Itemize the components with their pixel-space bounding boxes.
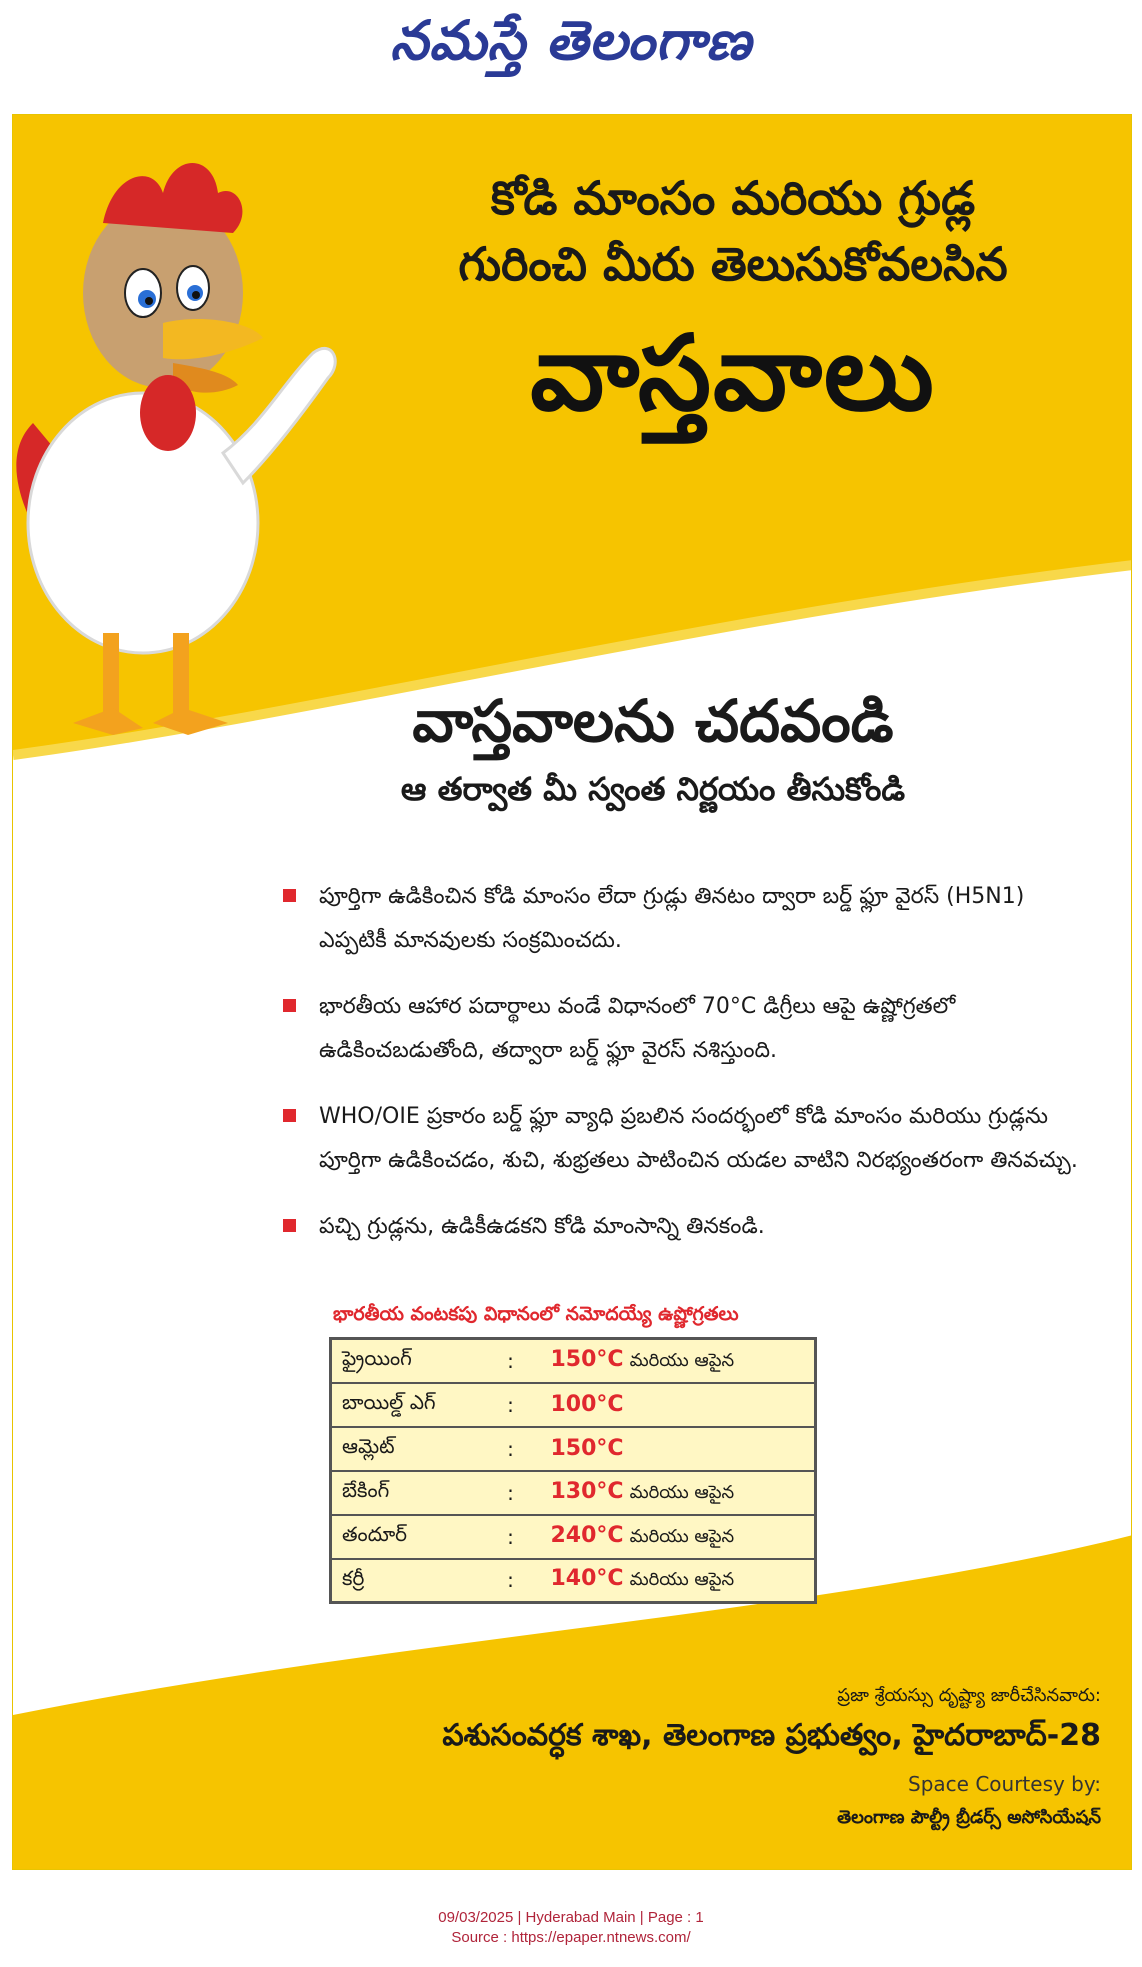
subhead-block: [173, 685, 1132, 811]
department-name: పశుసంవర్ధక శాఖ, తెలంగాణ ప్రభుత్వం, హైదరాబాద్-28: [442, 1718, 1101, 1753]
temperature-cell: [541, 1383, 816, 1427]
space-courtesy-label: Space Courtesy by:: [908, 1772, 1101, 1796]
headline-line-2: గురించి మీరు తెలుసుకోవలసిన: [458, 237, 1008, 291]
facts-list: [283, 875, 1083, 1271]
source-link[interactable]: Source : https://epaper.ntnews.com/: [451, 1929, 691, 1946]
cooking-method: ఆమ్లెట్: [331, 1427, 481, 1471]
cooking-method: బాయిల్డ్ ఎగ్: [331, 1383, 481, 1427]
cooking-method: ఫ్రైయింగ్: [331, 1339, 481, 1383]
bullet-square-icon: [283, 889, 296, 902]
temperature-value: 240°C: [550, 1522, 624, 1548]
page-footer: [0, 1908, 1142, 1948]
separator: :: [507, 1568, 514, 1593]
temperature-cell: [541, 1559, 816, 1603]
temperature-cell: [541, 1339, 816, 1383]
temperature-suffix: మరియు ఆపైన: [629, 1349, 735, 1371]
temperature-suffix: మరియు ఆపైన: [629, 1569, 735, 1591]
fact-item: [283, 1095, 1083, 1183]
separator: :: [481, 1515, 541, 1559]
temperature-value: 150°C: [550, 1346, 624, 1372]
separator: :: [481, 1427, 541, 1471]
fact-text: భారతీయ ఆహార పదార్థాలు వండే విధానంలో 70°C డిగ్రీలు ఆపై ఉష్ణోగ్రతలో ఉడికించబడుతోంది, తద్వారా బర్డ్ ఫ్లూ వైరస్ నశిస్తుంది.: [319, 994, 956, 1063]
temperature-value: 130°C: [550, 1478, 624, 1504]
headline-line-1: కోడి మాంసం మరియు గ్రుడ్ల: [490, 171, 976, 225]
fact-text: పచ్చి గ్రుడ్లను, ఉడికీఉడకని కోడి మాంసాన్ని తినకండి.: [319, 1214, 765, 1239]
fact-item: [283, 1205, 1083, 1249]
table-row: [331, 1471, 816, 1515]
bullet-square-icon: [283, 1109, 296, 1122]
temperature-cell: [541, 1515, 816, 1559]
table-row: [331, 1515, 816, 1559]
cooking-method: కర్రీ: [342, 1565, 365, 1590]
table-row: [331, 1427, 816, 1471]
temperature-value: 140°C: [550, 1566, 624, 1592]
fact-item: [283, 875, 1083, 963]
fact-item: [283, 985, 1083, 1073]
fact-text: WHO/OIE ప్రకారం బర్డ్ ఫ్లూ వ్యాధి ప్రబలిన సందర్భంలో కోడి మాంసం మరియు గ్రుడ్లను పూర్తిగా ఉడికించడం, శుచి, శుభ్రతలు పాటించిన యడల వాటిని నిరభ్యంతరంగా తినవచ్చు.: [319, 1104, 1078, 1173]
courtesy-organization: తెలంగాణ పౌల్ట్రీ బ్రీడర్స్ అసోసియేషన్: [837, 1807, 1101, 1828]
bullet-square-icon: [283, 999, 296, 1012]
headline-big-word: వాస్తవాలు: [530, 312, 936, 434]
temperature-table-title: భారతీయ వంటకపు విధానంలో నమోదయ్యే ఉష్ణోగ్రతలు: [333, 1303, 739, 1325]
advertisement: [12, 114, 1132, 1870]
temperature-value: 150°C: [550, 1436, 624, 1461]
separator: :: [481, 1383, 541, 1427]
temperature-suffix: మరియు ఆపైన: [629, 1525, 735, 1547]
issued-by-label: ప్రజా శ్రేయస్సు దృష్ట్యా జారీచేసినవారు:: [837, 1685, 1101, 1706]
separator: :: [481, 1471, 541, 1515]
temperature-cell: [541, 1471, 816, 1515]
table-row: [331, 1383, 816, 1427]
cooking-method: బేకింగ్: [331, 1471, 481, 1515]
separator: :: [481, 1339, 541, 1383]
rooster-illustration: [13, 123, 343, 763]
temperature-suffix: మరియు ఆపైన: [629, 1481, 735, 1503]
temperature-cell: [541, 1427, 816, 1471]
temperature-table: [329, 1337, 817, 1604]
headline-block: [373, 165, 1093, 435]
newspaper-logo-title: నమస్తే తెలంగాణ: [390, 8, 752, 72]
subhead-main: వాస్తవాలను చదవండి: [412, 687, 894, 755]
bullet-square-icon: [283, 1219, 296, 1232]
issuer-block: [201, 1681, 1101, 1835]
cooking-method: తందూర్: [331, 1515, 481, 1559]
masthead: [0, 0, 1142, 100]
subhead-sub: ఆ తర్వాత మీ స్వంత నిర్ణయం తీసుకోండి: [400, 770, 906, 808]
table-row: [331, 1559, 816, 1603]
edition-info: 09/03/2025 | Hyderabad Main | Page : 1: [438, 1909, 704, 1926]
fact-text: పూర్తిగా ఉడికించిన కోడి మాంసం లేదా గ్రుడ్లు తినటం ద్వారా బర్డ్ ఫ్లూ వైరస్ (H5N1) ఎప్పటికీ మానవులకు సంక్రమించదు.: [319, 884, 1025, 953]
temperature-value: 100°C: [550, 1392, 624, 1417]
table-row: [331, 1339, 816, 1383]
